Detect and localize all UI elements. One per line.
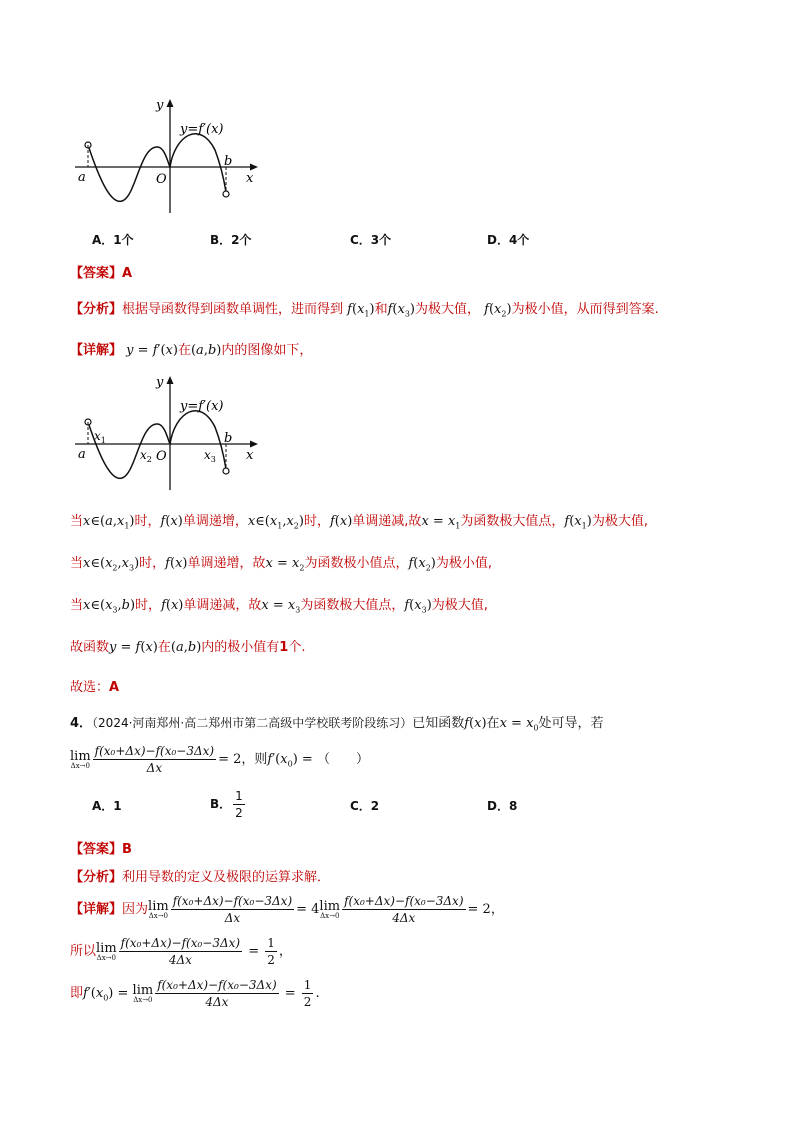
analysis-3: 【分析】根据导函数得到函数单调性，进而得到 $f(x_1)$和$f(x_3)$为极大值， $f(x_2)$为极小值，从而得到答案. bbox=[70, 302, 659, 319]
x3-sub: 3 bbox=[210, 455, 216, 464]
q3-option-b[interactable]: B．2个 bbox=[210, 233, 252, 247]
answer-tag: 【答案】 bbox=[70, 266, 123, 281]
point-a-label: a bbox=[78, 447, 86, 462]
derivative-graph-1 bbox=[70, 95, 270, 220]
answer-4: 【答案】B bbox=[70, 842, 132, 857]
derivative-graph-2 bbox=[70, 372, 270, 497]
question-number: 4． bbox=[70, 716, 93, 731]
origin-label: O bbox=[156, 172, 167, 187]
q3-option-c[interactable]: C．3个 bbox=[350, 233, 392, 247]
detail-4-line-1: 【详解】因为 lim Δx→0 $\frac{\text{f(x₀+Δx)−f(x₀−3Δx)}}{\Delta x}$ = 4 lim Δx→0 $\frac{\text{f(x₀+Δx)−f(x₀−3Δx)}}{4\Delta x}$ = 2， bbox=[70, 894, 504, 925]
detail-tag: 【详解】 bbox=[70, 343, 123, 358]
x-axis-label: x bbox=[246, 448, 254, 463]
detail-4-line-3: 即$f'(x_0)$ = lim Δx→0 $\frac{\text{f(x₀+Δx)−f(x₀−3Δx)}}{4\Delta x}$ = $\frac{1}{2}$ . bbox=[70, 978, 320, 1009]
point-a-label: a bbox=[78, 170, 86, 185]
function-label: y=f′(x) bbox=[180, 122, 224, 137]
analysis-text: 为极大值， bbox=[415, 302, 481, 317]
q4-option-b[interactable]: B． $\frac{1}{2}$ bbox=[210, 789, 243, 820]
question-4-limit: lim Δx→0 $\frac{\text{f(x₀+Δx)−f(x₀−3Δx)}}{\Delta x}$ = 2，则$f'(x_0)$ = （ ） bbox=[70, 744, 369, 775]
x3-label: x bbox=[204, 448, 211, 462]
detail-text: 在 bbox=[177, 343, 191, 358]
answer-value: A bbox=[122, 266, 133, 281]
function-label: y=f′(x) bbox=[180, 399, 224, 414]
detail-line-4: 故函数y = f(x)在(a,b)内的极小值有1个. bbox=[70, 640, 306, 655]
analysis-text: 根据导函数得到函数单调性，进而得到 bbox=[122, 302, 344, 317]
q4-option-d[interactable]: D．8 bbox=[487, 799, 518, 813]
detail-3: 【详解】 y = f′(x)在(a,b)内的图像如下， bbox=[70, 343, 313, 358]
x1-label: x bbox=[94, 429, 101, 443]
q4-option-a[interactable]: A．1 bbox=[92, 799, 122, 813]
detail-line-1: 当$x\in(a,x_1)$时，f(x)单调递增，$x\in(x_1,x_2)$时，f(x)单调递减,故$x = x_1$为函数极大值点，$f(x_1)$为极大值, bbox=[70, 514, 648, 531]
analysis-text: 为极小值，从而得到答案. bbox=[511, 302, 659, 317]
detail-text: 内的图像如下， bbox=[221, 343, 313, 358]
q3-option-d[interactable]: D．4个 bbox=[487, 233, 530, 247]
analysis-text: 和 bbox=[374, 302, 388, 317]
svg-text:x3 bbox=[204, 448, 216, 464]
detail-line-2: 当$x\in(x_2,x_3)$时，f(x)单调递增，故$x = x_2$为函数极小值点，$f(x_2)$为极小值, bbox=[70, 556, 493, 573]
x2-sub: 2 bbox=[146, 455, 152, 464]
question-source: （2024·河南郑州·高二郑州市第二高级中学校联考阶段练习） bbox=[92, 716, 413, 730]
y-axis-label: y bbox=[156, 98, 164, 113]
question-4: 4．（2024·河南郑州·高二郑州市第二高级中学校联考阶段练习）已知函数f(x)在$x = x_0$处可导，若 bbox=[70, 716, 604, 733]
x1-sub: 1 bbox=[100, 436, 106, 445]
q3-option-a[interactable]: A．1个 bbox=[92, 233, 134, 247]
point-b-label: b bbox=[224, 154, 233, 169]
math-fx1: f bbox=[347, 302, 352, 317]
detail-line-3: 当$x\in(x_3,b)$时，f(x)单调递减，故$x = x_3$为函数极大值点，$f(x_3)$为极大值, bbox=[70, 598, 488, 615]
answer-3 bbox=[70, 262, 132, 281]
origin-label: O bbox=[156, 449, 167, 464]
detail-4-line-2: 所以 lim Δx→0 $\frac{\text{f(x₀+Δx)−f(x₀−3Δx)}}{4\Delta x}$ = $\frac{1}{2}$ ， bbox=[70, 936, 292, 967]
x-axis-label: x bbox=[246, 171, 254, 186]
svg-text:x2 bbox=[140, 448, 152, 464]
conclusion-3: 故选：A bbox=[70, 680, 120, 695]
y-axis-label: y bbox=[156, 375, 164, 390]
analysis-tag: 【分析】 bbox=[70, 302, 123, 317]
q4-option-c[interactable]: C．2 bbox=[350, 799, 380, 813]
x2-label: x bbox=[140, 448, 147, 462]
svg-text:x1 bbox=[94, 429, 106, 445]
analysis-4: 【分析】利用导数的定义及极限的运算求解． bbox=[70, 870, 331, 885]
point-b-label: b bbox=[224, 431, 233, 446]
